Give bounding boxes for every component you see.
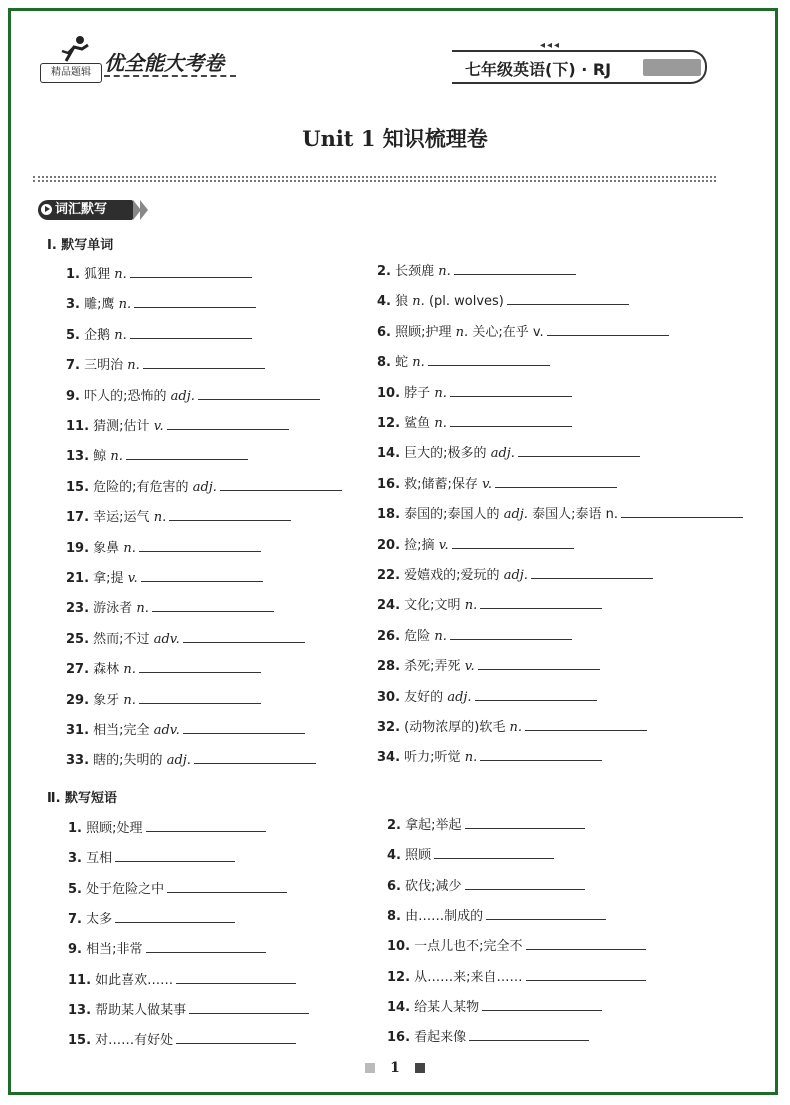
item-prompt: 鲸 (93, 449, 107, 465)
item-pos: adj. (447, 689, 472, 705)
answer-blank[interactable] (531, 565, 653, 579)
item-prompt: 拿;提 (93, 571, 124, 586)
brand-badge: 精品题辑 (40, 63, 102, 83)
item-prompt: 救;储蓄;保存 (404, 476, 478, 492)
section-tag (38, 200, 133, 220)
answer-blank[interactable] (434, 845, 554, 859)
item-prompt: 爱嬉戏的;爱玩的 (404, 568, 500, 583)
list-item (66, 446, 248, 466)
item-pos: adj. (166, 753, 191, 769)
item-pos: adj. (192, 479, 217, 495)
answer-blank[interactable] (115, 909, 235, 923)
item-number: 3. (66, 297, 80, 313)
item-prompt: 看起来像 (414, 1030, 467, 1046)
item-prompt: 如此喜欢…… (95, 972, 174, 988)
item-prompt: 狐狸 (84, 267, 111, 282)
answer-blank[interactable] (126, 446, 248, 460)
brand-underline (104, 75, 236, 77)
item-number: 28. (377, 659, 401, 675)
item-pos: v. (153, 419, 164, 434)
answer-blank[interactable] (525, 717, 647, 731)
list-item (377, 413, 572, 433)
item-prompt: 太多 (86, 911, 113, 927)
item-prompt: 照顾;处理 (86, 821, 143, 836)
list-item (377, 565, 653, 585)
item-pos: n. (127, 358, 140, 374)
list-item (377, 322, 669, 342)
item-pos: v. (482, 476, 493, 492)
item-number: 22. (377, 568, 401, 583)
item-number: 16. (387, 1030, 411, 1046)
item-pos: n. (412, 294, 425, 310)
item-number: 17. (66, 510, 90, 526)
book-tab-fill (643, 59, 701, 76)
part1-title: Ⅰ. 默写单词 (47, 238, 114, 253)
list-item (66, 598, 274, 618)
item-number: 19. (66, 540, 90, 556)
answer-blank[interactable] (478, 656, 600, 670)
item-number: 25. (66, 631, 90, 647)
answer-blank[interactable] (495, 474, 617, 488)
list-item (377, 443, 640, 463)
list-item (377, 383, 572, 403)
item-prompt: 文化;文明 (404, 598, 461, 614)
list-item (68, 970, 296, 990)
item-pos: adj. (170, 388, 195, 404)
list-item (387, 876, 585, 896)
answer-blank[interactable] (139, 659, 261, 673)
item-prompt: 听力;听觉 (404, 750, 461, 766)
answer-blank[interactable] (518, 443, 640, 457)
item-pos: n. (438, 264, 451, 279)
item-prompt: 由……制成的 (405, 908, 484, 924)
list-item (66, 690, 261, 710)
item-prompt: 危险 (404, 628, 431, 644)
item-prompt: 杀死;弄死 (404, 659, 461, 675)
item-number: 6. (387, 878, 401, 894)
item-number: 26. (377, 628, 401, 644)
chevron-right-icon (140, 200, 148, 220)
item-pos: n. (114, 327, 127, 343)
item-number: 18. (377, 507, 401, 523)
item-pos: adv. (153, 631, 180, 647)
answer-blank[interactable] (547, 322, 669, 336)
answer-blank[interactable] (480, 595, 602, 609)
answer-blank[interactable] (152, 598, 274, 612)
list-item (68, 1000, 309, 1020)
answer-blank[interactable] (183, 629, 305, 643)
item-number: 20. (377, 537, 401, 553)
item-prompt: 森林 (93, 662, 120, 678)
item-pos: n. (153, 510, 167, 526)
list-item (377, 656, 600, 676)
answer-blank[interactable] (450, 383, 572, 397)
answer-blank[interactable] (198, 386, 320, 400)
item-extra: (pl. wolves) (428, 294, 504, 310)
answer-blank[interactable] (482, 997, 602, 1011)
item-prompt: 处于危险之中 (86, 881, 165, 897)
item-number: 8. (387, 908, 401, 924)
list-item (66, 386, 320, 406)
item-pos: v. (438, 537, 449, 553)
answer-blank[interactable] (480, 747, 602, 761)
item-prompt: 拿起;举起 (405, 818, 462, 833)
list-item (66, 750, 316, 770)
item-pos: adj. (503, 568, 528, 583)
list-item (66, 355, 265, 375)
answer-blank[interactable] (139, 690, 261, 704)
item-pos: n. (114, 267, 127, 282)
item-number: 2. (387, 818, 401, 833)
footer-square-light (365, 1063, 375, 1073)
item-number: 12. (377, 416, 401, 431)
list-item (377, 687, 597, 707)
item-number: 9. (66, 388, 80, 404)
answer-blank[interactable] (450, 626, 572, 640)
item-number: 12. (387, 969, 411, 985)
list-item (66, 568, 263, 588)
list-item (377, 261, 576, 281)
item-number: 4. (387, 848, 401, 864)
answer-blank[interactable] (450, 413, 572, 427)
item-prompt: 游泳者 (93, 601, 133, 617)
item-number: 14. (387, 999, 411, 1015)
item-pos: adj. (490, 446, 515, 462)
list-item (377, 595, 602, 615)
list-item (66, 294, 256, 314)
arrow-icons: ◂◂◂ (540, 40, 562, 51)
item-pos: v. (127, 571, 138, 586)
list-item (387, 936, 646, 956)
list-item (377, 747, 602, 767)
answer-blank[interactable] (143, 355, 265, 369)
item-number: 27. (66, 662, 90, 678)
answer-blank[interactable] (220, 477, 342, 491)
item-number: 10. (387, 939, 411, 955)
item-number: 11. (66, 419, 90, 434)
item-prompt: 捡;摘 (404, 537, 435, 553)
item-number: 30. (377, 689, 401, 705)
item-prompt: 泰国的;泰国人的 (404, 507, 500, 523)
item-prompt: 猜测;估计 (93, 419, 150, 434)
list-item (377, 352, 550, 372)
answer-blank[interactable] (176, 970, 296, 984)
answer-blank[interactable] (146, 939, 266, 953)
list-item (377, 504, 743, 524)
item-prompt: 帮助某人做某事 (95, 1002, 187, 1018)
answer-blank[interactable] (469, 1027, 589, 1041)
list-item (387, 906, 606, 926)
item-prompt: 幸运;运气 (93, 510, 150, 526)
list-item (68, 848, 235, 868)
part2-title: Ⅱ. 默写短语 (47, 791, 118, 806)
list-item (68, 939, 266, 959)
item-pos: n. (412, 355, 425, 371)
answer-blank[interactable] (475, 687, 597, 701)
item-prompt: 给某人某物 (414, 999, 480, 1015)
page-title: Unit 1 知识梳理卷 (302, 126, 488, 151)
item-pos: n. (434, 628, 447, 644)
item-prompt: 从……来;来自…… (414, 969, 523, 985)
answer-blank[interactable] (167, 416, 289, 430)
list-item (66, 325, 252, 345)
item-pos: n. (455, 324, 469, 340)
item-prompt: 象牙 (93, 692, 120, 708)
item-prompt: (动物浓厚的)软毛 (404, 720, 506, 735)
item-number: 1. (68, 821, 82, 836)
item-prompt: 危险的;有危害的 (93, 479, 189, 495)
item-prompt: 瞎的;失明的 (93, 753, 163, 769)
book-title: 七年级英语(下) · RJ (465, 60, 612, 79)
item-pos: v. (464, 659, 475, 675)
answer-blank[interactable] (130, 325, 252, 339)
list-item (68, 1030, 296, 1050)
item-number: 1. (66, 267, 80, 282)
section-tag-label: 词汇默写 (55, 202, 108, 217)
answer-blank[interactable] (167, 879, 287, 893)
list-item (66, 477, 342, 497)
answer-blank[interactable] (486, 906, 606, 920)
item-number: 15. (68, 1033, 92, 1049)
item-prompt: 长颈鹿 (395, 264, 435, 279)
item-number: 21. (66, 571, 90, 586)
item-number: 24. (377, 598, 401, 614)
item-prompt: 一点儿也不;完全不 (414, 939, 523, 955)
brand-title: 优全能大考卷 (104, 51, 224, 75)
answer-blank[interactable] (146, 818, 266, 832)
item-number: 7. (68, 911, 82, 927)
item-pos: n. (434, 416, 447, 431)
item-number: 29. (66, 692, 90, 708)
list-item (387, 845, 554, 865)
item-pos: n. (434, 385, 447, 401)
item-prompt: 雕;鹰 (84, 297, 115, 313)
item-prompt: 照顾;护理 (395, 324, 452, 340)
list-item (387, 815, 585, 835)
answer-blank[interactable] (507, 291, 629, 305)
item-pos: n. (509, 720, 522, 735)
item-extra: 泰国人;泰语 n. (532, 507, 618, 523)
page-footer (0, 1060, 790, 1076)
list-item (377, 717, 647, 737)
footer-square-dark (415, 1063, 425, 1073)
item-number: 5. (66, 327, 80, 343)
item-pos: adj. (503, 507, 528, 523)
answer-blank[interactable] (454, 261, 576, 275)
list-item (377, 535, 574, 555)
item-prompt: 相当;非常 (86, 942, 143, 958)
item-number: 2. (377, 264, 391, 279)
item-pos: n. (123, 692, 136, 708)
list-item (68, 879, 287, 899)
list-item (387, 1027, 589, 1047)
answer-blank[interactable] (134, 294, 256, 308)
item-pos: n. (123, 662, 136, 678)
item-number: 16. (377, 476, 401, 492)
list-item (377, 626, 572, 646)
item-number: 23. (66, 601, 90, 617)
item-number: 13. (66, 449, 90, 465)
item-prompt: 三明治 (84, 358, 124, 374)
brand-logo (40, 35, 240, 85)
item-prompt: 互相 (86, 851, 113, 867)
answer-blank[interactable] (194, 750, 316, 764)
item-prompt: 象鼻 (93, 540, 120, 556)
item-extra: 关心;在乎 v. (472, 324, 544, 340)
list-item (66, 659, 261, 679)
answer-blank[interactable] (465, 815, 585, 829)
answer-blank[interactable] (428, 352, 550, 366)
list-item (68, 818, 266, 838)
answer-blank[interactable] (183, 720, 305, 734)
item-number: 31. (66, 723, 90, 738)
item-prompt: 照顾 (405, 848, 432, 864)
answer-blank[interactable] (526, 967, 646, 981)
item-number: 4. (377, 294, 391, 310)
page-header (40, 35, 720, 90)
item-prompt: 巨大的;极多的 (404, 446, 487, 462)
list-item (66, 629, 305, 649)
item-number: 6. (377, 324, 391, 340)
item-number: 3. (68, 851, 82, 867)
item-number: 13. (68, 1002, 92, 1018)
item-pos: n. (464, 598, 478, 614)
list-item (68, 909, 235, 929)
item-prompt: 砍伐;减少 (405, 878, 462, 894)
item-number: 5. (68, 881, 82, 897)
answer-blank[interactable] (139, 538, 261, 552)
answer-blank[interactable] (189, 1000, 309, 1014)
item-number: 11. (68, 972, 92, 988)
list-item (66, 507, 291, 527)
item-pos: n. (136, 601, 149, 617)
list-item (66, 264, 252, 284)
list-item (387, 997, 602, 1017)
page-number: 1 (390, 1060, 400, 1076)
item-number: 9. (68, 942, 82, 958)
item-pos: n. (464, 750, 478, 766)
item-prompt: 吓人的;恐怖的 (84, 388, 167, 404)
list-item (66, 416, 289, 436)
item-prompt: 鲨鱼 (404, 416, 431, 431)
item-prompt: 相当;完全 (93, 723, 150, 738)
item-prompt: 狼 (395, 294, 409, 310)
runner-icon (58, 35, 92, 63)
item-pos: n. (123, 540, 136, 556)
answer-blank[interactable] (452, 535, 574, 549)
answer-blank[interactable] (169, 507, 291, 521)
item-pos: n. (118, 297, 132, 313)
item-number: 8. (377, 355, 391, 371)
answer-blank[interactable] (465, 876, 585, 890)
answer-blank[interactable] (130, 264, 252, 278)
item-prompt: 对……有好处 (95, 1033, 174, 1049)
item-pos: adv. (153, 723, 180, 738)
item-pos: n. (110, 449, 123, 465)
item-number: 7. (66, 358, 80, 374)
item-prompt: 友好的 (404, 689, 444, 705)
item-prompt: 企鹅 (84, 327, 111, 343)
item-number: 15. (66, 479, 90, 495)
list-item (387, 967, 646, 987)
list-item (377, 474, 617, 494)
list-item (377, 291, 629, 311)
answer-blank[interactable] (115, 848, 235, 862)
item-prompt: 然而;不过 (93, 631, 150, 647)
answer-blank[interactable] (621, 504, 743, 518)
answer-blank[interactable] (176, 1030, 296, 1044)
list-item (66, 538, 261, 558)
play-icon (41, 204, 52, 215)
item-number: 10. (377, 385, 401, 401)
title-divider (33, 176, 716, 182)
item-number: 32. (377, 720, 401, 735)
item-number: 14. (377, 446, 401, 462)
item-number: 33. (66, 753, 90, 769)
item-number: 34. (377, 750, 401, 766)
answer-blank[interactable] (526, 936, 646, 950)
answer-blank[interactable] (141, 568, 263, 582)
item-prompt: 蛇 (395, 355, 409, 371)
list-item (66, 720, 305, 740)
item-prompt: 脖子 (404, 385, 431, 401)
